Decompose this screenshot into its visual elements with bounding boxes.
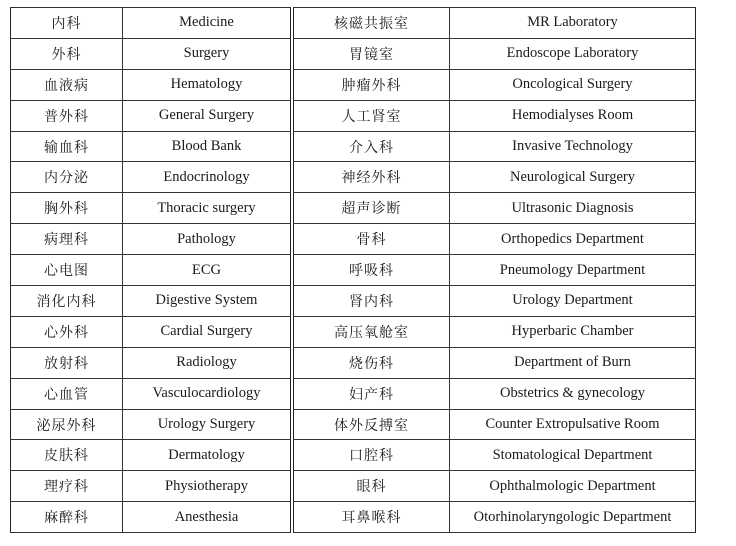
english-department-name: Physiotherapy <box>123 471 291 502</box>
table-row <box>11 409 291 440</box>
table-row <box>294 100 696 131</box>
english-department-name: Urology Department <box>450 286 696 317</box>
table-row <box>294 378 696 409</box>
english-department-name: Neurological Surgery <box>450 162 696 193</box>
table-row <box>294 131 696 162</box>
english-department-name: ECG <box>123 255 291 286</box>
chinese-department-name: 骨科 <box>294 224 450 255</box>
chinese-department-name: 呼吸科 <box>294 255 450 286</box>
chinese-department-name: 烧伤科 <box>294 347 450 378</box>
table-row <box>294 347 696 378</box>
english-department-name: Anesthesia <box>123 502 291 533</box>
english-department-name: Cardial Surgery <box>123 316 291 347</box>
table-row <box>294 8 696 39</box>
table-row <box>11 316 291 347</box>
chinese-department-name: 胃镜室 <box>294 38 450 69</box>
chinese-department-name: 理疗科 <box>11 471 123 502</box>
english-department-name: Urology Surgery <box>123 409 291 440</box>
chinese-department-name: 神经外科 <box>294 162 450 193</box>
table-row <box>294 286 696 317</box>
english-department-name: Dermatology <box>123 440 291 471</box>
chinese-department-name: 眼科 <box>294 471 450 502</box>
chinese-department-name: 肿瘤外科 <box>294 69 450 100</box>
english-department-name: Invasive Technology <box>450 131 696 162</box>
chinese-department-name: 消化内科 <box>11 286 123 317</box>
chinese-department-name: 内科 <box>11 8 123 39</box>
table-row <box>11 100 291 131</box>
chinese-department-name: 输血科 <box>11 131 123 162</box>
table-row <box>11 224 291 255</box>
right-department-table <box>293 7 696 533</box>
table-row <box>294 440 696 471</box>
chinese-department-name: 体外反搏室 <box>294 409 450 440</box>
table-row <box>294 255 696 286</box>
table-row <box>11 131 291 162</box>
english-department-name: Vasculocardiology <box>123 378 291 409</box>
english-department-name: Ultrasonic Diagnosis <box>450 193 696 224</box>
table-row <box>11 471 291 502</box>
table-row <box>294 409 696 440</box>
chinese-department-name: 人工肾室 <box>294 100 450 131</box>
english-department-name: Hematology <box>123 69 291 100</box>
english-department-name: Department of Burn <box>450 347 696 378</box>
table-row <box>11 69 291 100</box>
table-row <box>294 224 696 255</box>
chinese-department-name: 心外科 <box>11 316 123 347</box>
table-row <box>11 8 291 39</box>
chinese-department-name: 放射科 <box>11 347 123 378</box>
chinese-department-name: 肾内科 <box>294 286 450 317</box>
table-row <box>11 162 291 193</box>
table-row <box>294 38 696 69</box>
english-department-name: Endoscope Laboratory <box>450 38 696 69</box>
left-department-table <box>10 7 291 533</box>
english-department-name: Stomatological Department <box>450 440 696 471</box>
chinese-department-name: 外科 <box>11 38 123 69</box>
chinese-department-name: 泌尿外科 <box>11 409 123 440</box>
chinese-department-name: 普外科 <box>11 100 123 131</box>
chinese-department-name: 心血管 <box>11 378 123 409</box>
english-department-name: Medicine <box>123 8 291 39</box>
table-row <box>294 471 696 502</box>
english-department-name: Ophthalmologic Department <box>450 471 696 502</box>
table-row <box>11 255 291 286</box>
english-department-name: MR Laboratory <box>450 8 696 39</box>
chinese-department-name: 高压氧舱室 <box>294 316 450 347</box>
table-row <box>294 193 696 224</box>
table-row <box>11 38 291 69</box>
chinese-department-name: 麻醉科 <box>11 502 123 533</box>
glossary-tables <box>10 7 696 533</box>
english-department-name: Otorhinolaryngologic Department <box>450 502 696 533</box>
table-row <box>294 502 696 533</box>
english-department-name: Thoracic surgery <box>123 193 291 224</box>
english-department-name: Oncological Surgery <box>450 69 696 100</box>
chinese-department-name: 耳鼻喉科 <box>294 502 450 533</box>
table-row <box>294 162 696 193</box>
english-department-name: Blood Bank <box>123 131 291 162</box>
chinese-department-name: 血液病 <box>11 69 123 100</box>
english-department-name: Hyperbaric Chamber <box>450 316 696 347</box>
chinese-department-name: 病理科 <box>11 224 123 255</box>
english-department-name: Counter Extropulsative Room <box>450 409 696 440</box>
chinese-department-name: 口腔科 <box>294 440 450 471</box>
chinese-department-name: 介入科 <box>294 131 450 162</box>
chinese-department-name: 心电图 <box>11 255 123 286</box>
table-row <box>11 193 291 224</box>
english-department-name: Pneumology Department <box>450 255 696 286</box>
table-row <box>294 69 696 100</box>
left-table-body <box>11 8 291 533</box>
english-department-name: Orthopedics Department <box>450 224 696 255</box>
chinese-department-name: 皮肤科 <box>11 440 123 471</box>
english-department-name: Obstetrics & gynecology <box>450 378 696 409</box>
english-department-name: Endocrinology <box>123 162 291 193</box>
table-row <box>294 316 696 347</box>
chinese-department-name: 核磁共振室 <box>294 8 450 39</box>
english-department-name: Radiology <box>123 347 291 378</box>
table-row <box>11 286 291 317</box>
english-department-name: Surgery <box>123 38 291 69</box>
chinese-department-name: 胸外科 <box>11 193 123 224</box>
table-row <box>11 502 291 533</box>
table-row <box>11 347 291 378</box>
chinese-department-name: 内分泌 <box>11 162 123 193</box>
table-row <box>11 440 291 471</box>
chinese-department-name: 超声诊断 <box>294 193 450 224</box>
english-department-name: General Surgery <box>123 100 291 131</box>
right-table-body <box>294 8 696 533</box>
chinese-department-name: 妇产科 <box>294 378 450 409</box>
english-department-name: Digestive System <box>123 286 291 317</box>
english-department-name: Hemodialyses Room <box>450 100 696 131</box>
department-glossary <box>10 7 696 533</box>
english-department-name: Pathology <box>123 224 291 255</box>
table-row <box>11 378 291 409</box>
